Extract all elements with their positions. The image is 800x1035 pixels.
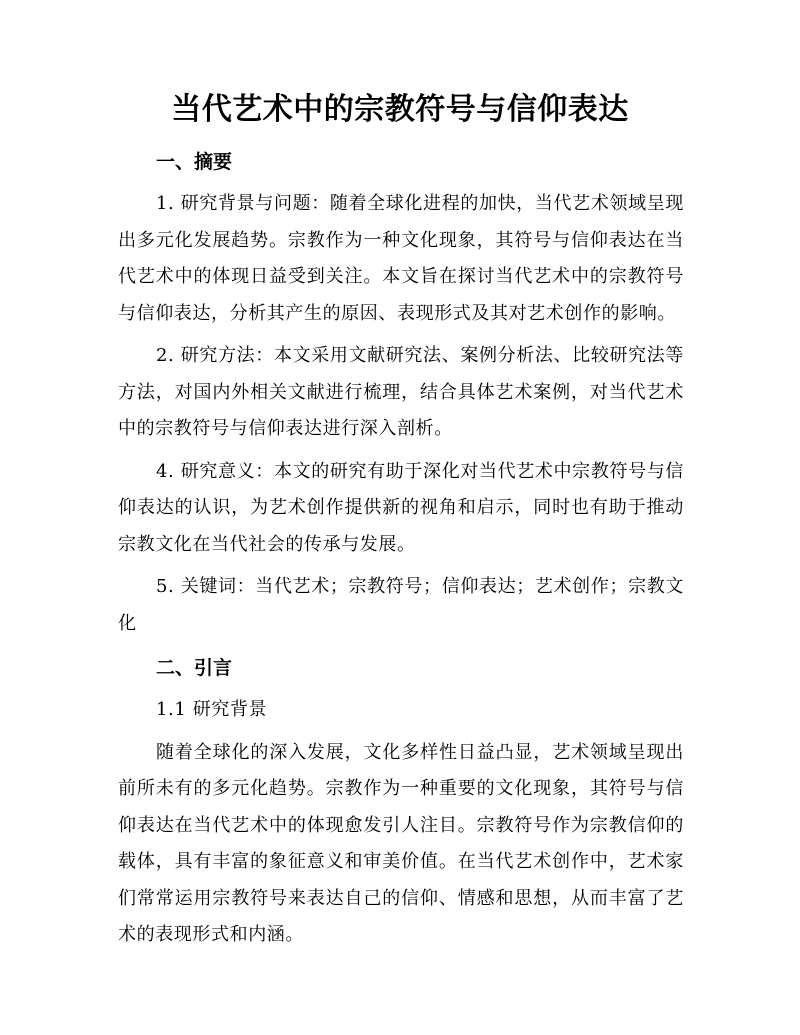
abstract-paragraph-significance: 4. 研究意义：本文的研究有助于深化对当代艺术中宗教符号与信仰表达的认识，为艺术创作提供新的视角和启示，同时也有助于推动宗教文化在当代社会的传承与发展。: [118, 460, 684, 555]
section-heading-abstract: 一、摘要: [156, 151, 233, 173]
abstract-paragraph-methods: 2. 研究方法：本文采用文献研究法、案例分析法、比较研究法等方法，对国内外相关文献进行梳理，结合具体艺术案例，对当代艺术中的宗教符号与信仰表达进行深入剖析。: [118, 345, 684, 439]
introduction-paragraph-background: 随着全球化的深入发展，文化多样性日益凸显，艺术领域呈现出前所未有的多元化趋势。宗教作为一种重要的文化现象，其符号与信仰表达在当代艺术中的体现愈发引人注目。宗教符号作为宗教信仰的载体，具有丰富的象征意义和审美价值。在当代艺术创作中，艺术家们常常运用宗教符号来表达自己的信仰、情感和思想，从而丰富了艺术的表现形式和内涵。: [118, 741, 684, 945]
document-title: 当代艺术中的宗教符号与信仰表达: [171, 92, 629, 127]
section-heading-introduction: 二、引言: [156, 657, 233, 679]
abstract-paragraph-background: 1. 研究背景与问题：随着全球化进程的加快，当代艺术领域呈现出多元化发展趋势。宗教作为一种文化现象，其符号与信仰表达在当代艺术中的体现日益受到关注。本文旨在探讨当代艺术中的宗教符号与信仰表达，分析其产生的原因、表现形式及其对艺术创作的影响。: [118, 193, 684, 324]
document-body: [118, 144, 684, 954]
abstract-paragraph-keywords: 5. 关键词：当代艺术；宗教符号；信仰表达；艺术创作；宗教文化: [118, 576, 684, 634]
subsection-heading-background: 1.1 研究背景: [156, 699, 268, 720]
